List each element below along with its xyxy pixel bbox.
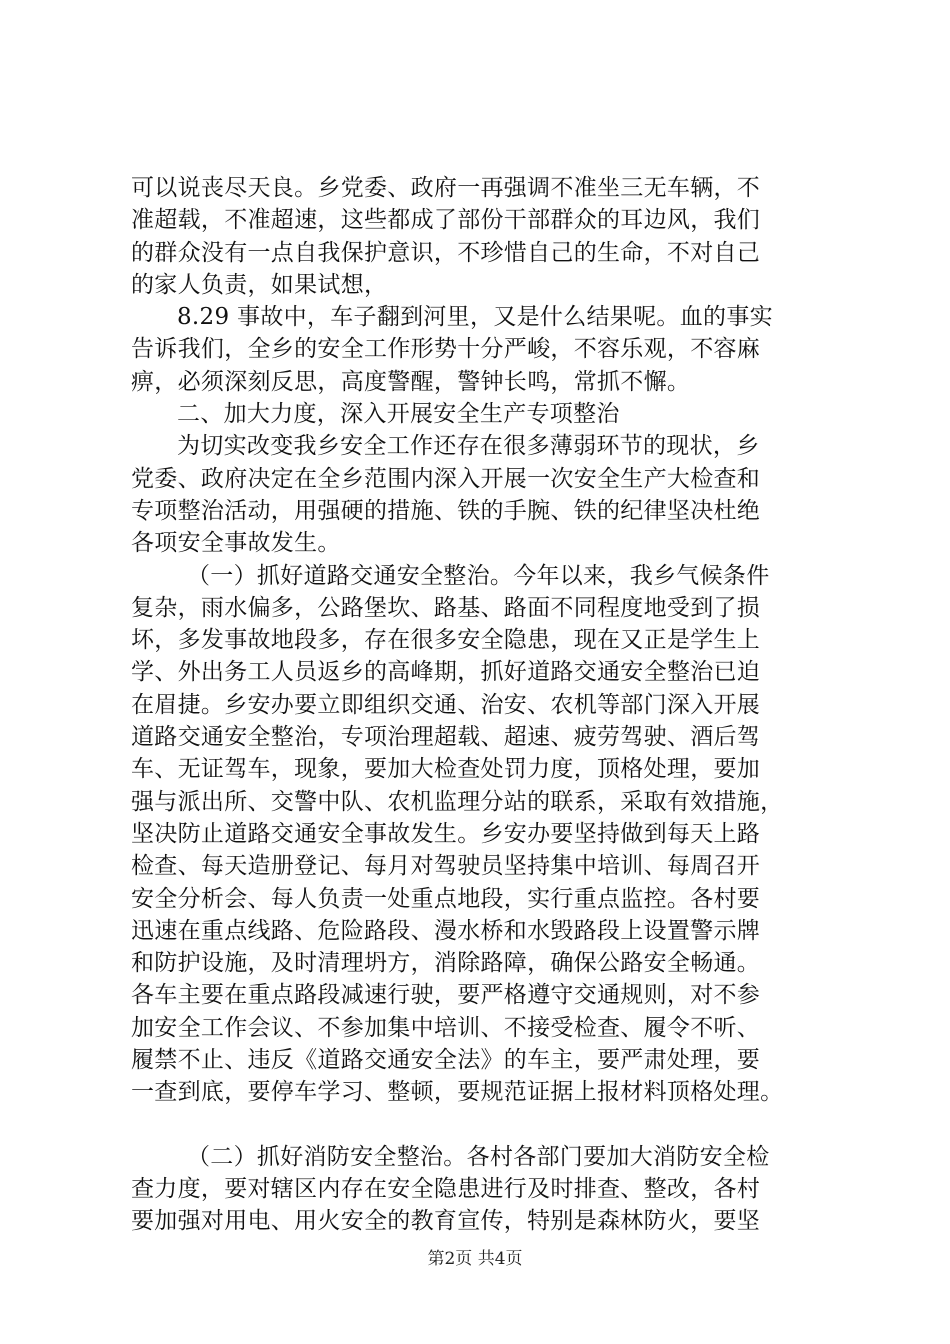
text-line: 各项安全事故发生。 — [131, 530, 341, 557]
text-line: 坏，多发事故地段多，存在很多安全隐患，现在又正是学生上 — [131, 627, 761, 654]
section-heading: 二、加大力度，深入开展安全生产专项整治 — [177, 401, 620, 428]
text-line: 党委、政府决定在全乡范围内深入开展一次安全生产大检查和 — [131, 465, 761, 492]
text-line: 一查到底，要停车学习、整顿，要规范证据上报材料顶格处理。 — [131, 1079, 784, 1106]
text-line: 要加强对用电、用火安全的教育宣传，特别是森林防火，要坚 — [131, 1208, 761, 1235]
text-line: 在眉捷。乡安办要立即组织交通、治安、农机等部门深入开展 — [131, 691, 761, 718]
text-line: 检查、每天造册登记、每月对驾驶员坚持集中培训、每周召开 — [131, 853, 761, 880]
text-line: 道路交通安全整治，专项治理超载、超速、疲劳驾驶、酒后驾 — [131, 724, 761, 751]
text-line: 专项整治活动，用强硬的措施、铁的手腕、铁的纪律坚决杜绝 — [131, 497, 761, 524]
text-line: 的群众没有一点自我保护意识，不珍惜自己的生命，不对自己 — [131, 239, 761, 266]
text-line: 履禁不止、违反《道路交通安全法》的车主，要严肃处理，要 — [131, 1047, 761, 1074]
text-line: 学、外出务工人员返乡的高峰期，抓好道路交通安全整治已迫 — [131, 659, 761, 686]
page-number: 第2页 共4页 — [427, 1249, 523, 1269]
text-line: 复杂，雨水偏多，公路堡坎、路基、路面不同程度地受到了损 — [131, 594, 761, 621]
subsection-heading-line: （一）抓好道路交通安全整治。今年以来，我乡气候条件 — [187, 562, 770, 589]
text-line: 准超载，不准超速，这些都成了部份干部群众的耳边风，我们 — [131, 207, 761, 234]
page-footer — [0, 1244, 950, 1269]
text-line: 强与派出所、交警中队、农机监理分站的联系，采取有效措施， — [131, 788, 784, 815]
text-line: 加安全工作会议、不参加集中培训、不接受检查、履令不听、 — [131, 1014, 761, 1041]
text-line: 各车主要在重点路段减速行驶，要严格遵守交通规则，对不参 — [131, 982, 761, 1009]
subsection-heading-line: （二）抓好消防安全整治。各村各部门要加大消防安全检 — [187, 1143, 770, 1170]
text-line: 和防护设施，及时清理坍方，消除路障，确保公路安全畅通。 — [131, 950, 761, 977]
paragraph-start-line: 8.29 事故中，车子翻到河里，又是什么结果呢。血的事实 — [177, 304, 773, 331]
text-line: 的家人负责，如果试想， — [131, 271, 388, 298]
text-line: 车、无证驾车，现象，要加大检查处罚力度，顶格处理，要加 — [131, 756, 761, 783]
text-line: 痹，必须深刻反思，高度警醒，警钟长鸣，常抓不懈。 — [131, 368, 691, 395]
text-line: 迅速在重点线路、危险路段、漫水桥和水毁路段上设置警示牌 — [131, 917, 761, 944]
paragraph-start-line: 为切实改变我乡安全工作还存在很多薄弱环节的现状，乡 — [177, 433, 760, 460]
text-line: 告诉我们，全乡的安全工作形势十分严峻，不容乐观，不容麻 — [131, 336, 761, 363]
text-line: 可以说丧尽天良。乡党委、政府一再强调不准坐三无车辆，不 — [131, 175, 761, 201]
text-line: 查力度，要对辖区内存在安全隐患进行及时排查、整改，各村 — [131, 1175, 761, 1202]
text-line: 安全分析会、每人负责一处重点地段，实行重点监控。各村要 — [131, 885, 761, 912]
text-line: 坚决防止道路交通安全事故发生。乡安办要坚持做到每天上路 — [131, 820, 761, 847]
paragraph-gap — [131, 1109, 831, 1141]
document-body — [131, 172, 831, 1238]
